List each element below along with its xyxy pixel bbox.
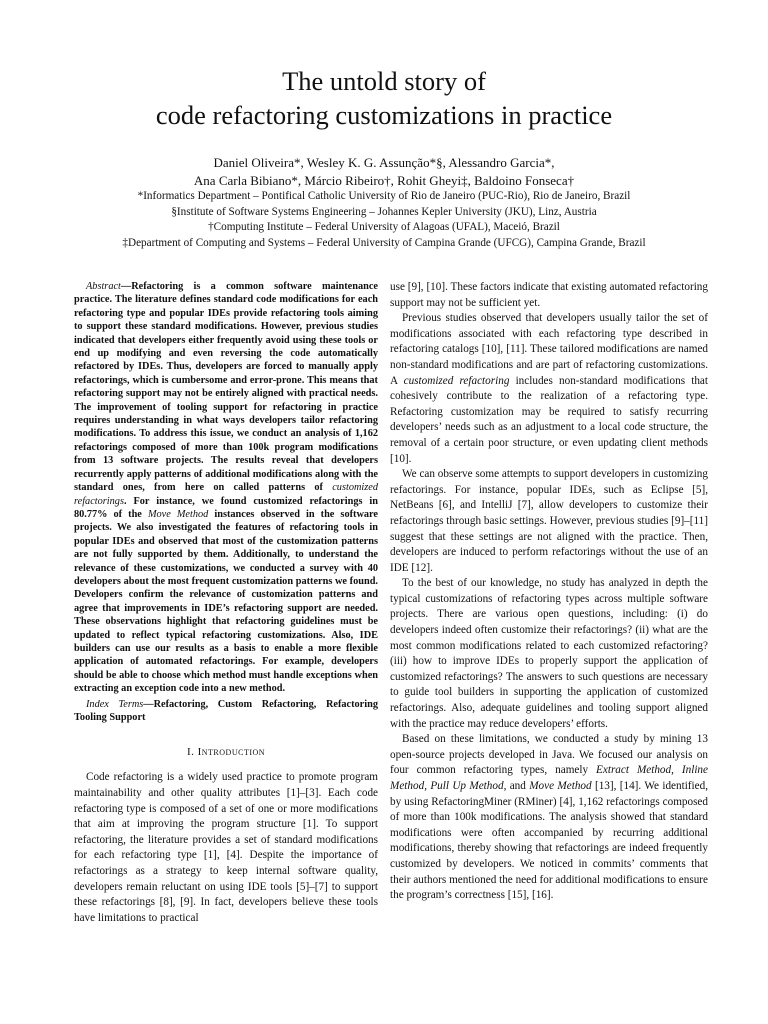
intro-paragraph-1: Code refactoring is a widely used practice to promote program maintainability and other quality attributes [1]–[3]. Each code refactoring type is composed of a set of one or more modifications that aim at improving the program structure [1]. To support refactoring, the literature provides a set of standard modifications for each refactoring type [1], [4]. Despite the importance of refactorings as a strategy to keep internal software quality, developers remain reluctant on using IDE tools [5]–[7] to support these refactorings [8], [9]. In fact, developers believe these tools have limitations to practical <box>74 771 378 924</box>
p5-em-pullup: Pull Up Method <box>430 780 504 792</box>
author-list <box>0 154 768 190</box>
authors-line-2: Ana Carla Bibiano*, Márcio Ribeiro†, Rohit Gheyi‡, Baldoino Fonseca† <box>193 173 575 188</box>
affiliation-puc-rio: *Informatics Department – Pontifical Catholic University of Rio de Janeiro (PUC-Rio), Rio de Janeiro, Brazil <box>137 190 631 202</box>
title-line-1: The untold story of <box>282 66 486 96</box>
p5-sep-1: , <box>671 764 682 777</box>
intro-paragraph-2 <box>390 311 708 467</box>
abstract-text-3: instances observed in the software projects. We also investigated the features of refactoring tools in popular IDEs and observed that most of the customization patterns are not fully supported by them. Additionally, to understand the relevance of these customizations, we conducted a survey with 40 developers about the most frequent customization patterns we found. Developers confirm the relevance of customization patterns and agree that improvements in IDE’s refactoring support are needed. These observations highlight that refactoring guidelines must be updated to reflect typical refactoring customizations. Also, IDE builders can use our results as a basis to enable a more flexible application of automated refactorings. For example, developers should be able to choose which method must handle exceptions when extracting an exception code into a new method. <box>74 508 378 695</box>
authors-line-1: Daniel Oliveira*, Wesley K. G. Assunção*§, Alessandro Garcia*, <box>213 155 555 170</box>
abstract <box>74 280 378 696</box>
index-terms-text: —Refactoring, Custom Refactoring, Refactoring Tooling Support <box>74 698 378 723</box>
left-column <box>74 280 378 926</box>
abstract-text-1: —Refactoring is a common software maintenance practice. The literature defines standard code modifications for each refactoring type and popular IDEs provide refactoring tools aiming to support these standard modifications. However, previous studies indicated that developers either frequently avoid using these tools or end up modifying and even reversing the code automatically refactored by IDEs. Thus, developers are forced to manually apply refactorings, which is cumbersome and error-prone. This means that refactoring support may not be entirely aligned with practical needs. The improvement of tooling support for refactoring in practice requires understanding in what ways developers tailor refactoring modifications. To address this issue, we conduct an analysis of 1,162 refactorings composed of more than 100k program modifications from 13 software projects. The results reveal that developers recurrently apply patterns of additional modifications along with the standard ones, from here on called patterns of <box>74 281 378 494</box>
intro-left-text <box>74 770 378 926</box>
section-heading-introduction <box>74 746 378 758</box>
abstract-text-2: . For instance, we found customized refactorings in 80.77% of the <box>74 495 378 520</box>
right-column <box>390 280 708 904</box>
abstract-lead: Abstract <box>86 281 121 292</box>
affiliation-ufal: †Computing Institute – Federal University of Alagoas (UFAL), Maceió, Brazil <box>208 221 560 233</box>
section-number: I. <box>186 746 195 759</box>
abstract-em-customized: customized refactorings <box>74 482 378 507</box>
index-terms-lead: Index Terms <box>86 698 144 710</box>
p5-em-inline: Inline Method <box>390 764 708 792</box>
intro-paragraph-1-cont: use [9], [10]. These factors indicate that existing automated refactoring support may not be sufficient yet. <box>390 281 708 309</box>
index-terms <box>74 698 378 725</box>
p2-text-a: Previous studies observed that developers usually tailor the set of modifications associated with each refactoring type described in refactoring catalogs [10], [11]. These tailored modifications are named non-standard modifications and are part of refactoring customizations. A <box>390 312 708 387</box>
affiliations <box>0 189 768 251</box>
intro-paragraph-3: We can observe some attempts to support developers in customizing refactorings. For instance, popular IDEs, such as Eclipse [5], NetBeans [6], and IntelliJ [7], allow developers to customize their refactorings through basic settings. However, previous studies [9]–[11] suggest that these settings are not aligned with the practice. Then, developers are induced to perform refactorings without the use of an IDE [12]. <box>390 468 708 574</box>
p5-text-b: [13], [14]. We identified, by using RefactoringMiner (RMiner) [4], 1,162 refactorings composed of more than 100k modifications. The analysis showed that standard modifications were often accompanied by recurring additional modifications, thereby showing that refactorings are indeed frequently customized by developers. We noticed in commits’ comments that their authors mentioned the need for additional modifications to ensure the program’s correctness [15], [16]. <box>390 780 708 902</box>
p5-sep-3: , and <box>503 780 530 792</box>
intro-paragraph-5 <box>390 732 708 904</box>
section-title: Introduction <box>197 746 266 759</box>
abstract-em-move-method: Move Method <box>147 508 209 520</box>
p2-em-customized: customized refactoring <box>403 374 510 387</box>
p2-text-b: includes non-standard modifications that cohesively contribute to the realization of a refactoring type. Refactoring customization may be required to satisfy recurring developers’ needs such as an adjustment to a local code structure, the removal of a certain poor structure, or even updating client methods [10]. <box>390 374 709 465</box>
p5-em-move: Move Method <box>529 780 592 792</box>
paper-title <box>0 64 768 132</box>
intro-paragraph-4: To the best of our knowledge, no study has analyzed in depth the typical customizations of refactoring types across multiple software projects. There are various open questions, including: (i) do developers indeed often customize their refactorings? (ii) what are the most common modifications related to each customized refactoring? (iii) how to improve IDEs to properly support the application of customized refactorings? The answers to such questions are necessary to guide tool builders in supporting the application of customized refactorings. Also, adequate guidelines and tooling support aligned with the practice may reduce developers’ efforts. <box>390 577 708 730</box>
p5-sep-2: , <box>424 780 431 792</box>
p5-em-extract: Extract Method <box>596 764 672 777</box>
p5-text-a: Based on these limitations, we conducted a study by mining 13 open-source projects developed in Java. We focused our analysis on four common refactoring types, namely <box>390 733 708 777</box>
title-line-2: code refactoring customizations in practice <box>155 100 613 130</box>
affiliation-jku: §Institute of Software Systems Engineering – Johannes Kepler University (JKU), Linz, Austria <box>171 205 597 218</box>
affiliation-ufcg: ‡Department of Computing and Systems – Federal University of Campina Grande (UFCG), Campina Grande, Brazil <box>122 236 646 249</box>
